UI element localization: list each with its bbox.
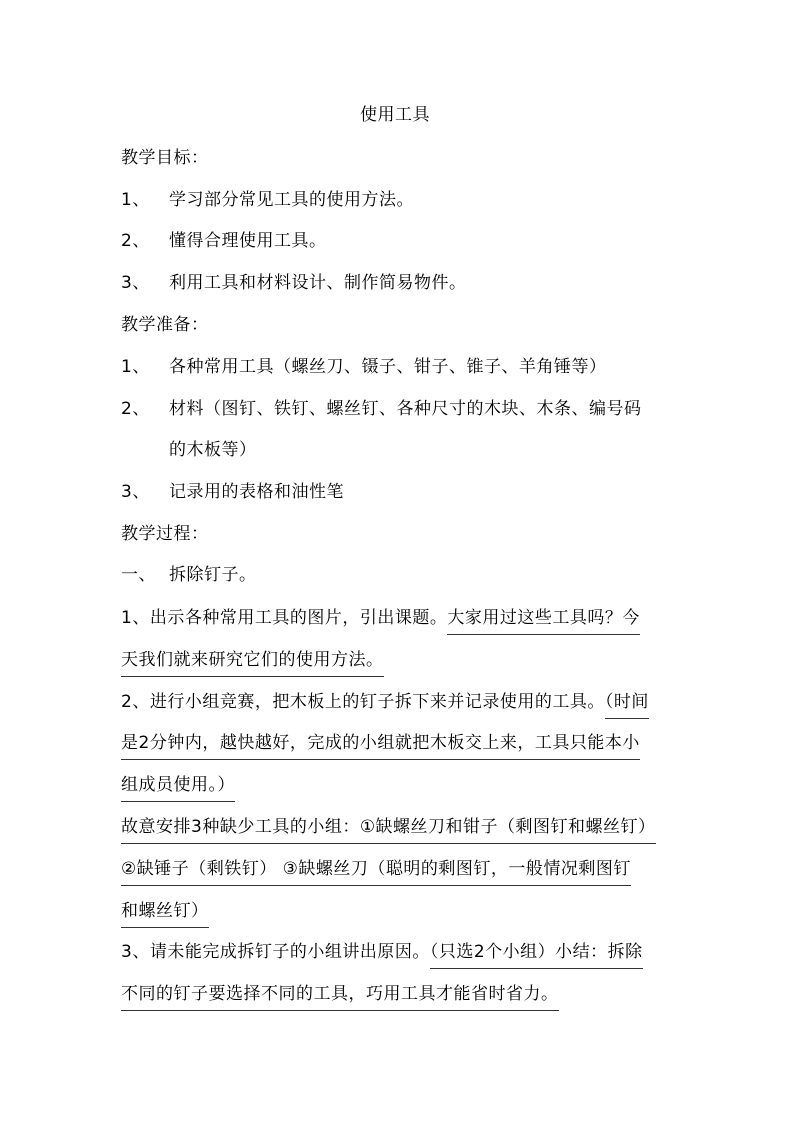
paragraph-text: 1、出示各种常用工具的图片，引出课题。 — [121, 608, 448, 628]
section-heading — [121, 563, 257, 587]
goal-number: 2、 — [121, 231, 150, 251]
prep-heading: 教学准备： — [121, 315, 209, 335]
prep-number: 3、 — [121, 482, 150, 502]
goal-item — [121, 188, 414, 212]
section-text: 拆除钉子。 — [169, 565, 257, 585]
paragraph-line — [121, 731, 640, 755]
paragraph-line — [121, 940, 643, 964]
underlined-text: 组成员使用。） — [121, 775, 235, 802]
goal-item — [121, 271, 467, 295]
underlined-text: 大家用过这些工具吗？今 — [447, 608, 640, 635]
prep-item — [121, 355, 607, 379]
prep-text-continued: 的木板等） — [169, 440, 257, 460]
underlined-text: 不同的钉子要选择不同的工具，巧用工具才能省时省力。 — [121, 984, 559, 1011]
underlined-text: 是2分钟内，越快越好，完成的小组就把木板交上来，工具只能本小 — [121, 733, 640, 760]
goal-item — [121, 229, 327, 253]
goal-text: 懂得合理使用工具。 — [169, 231, 327, 251]
prep-text: 各种常用工具（螺丝刀、镊子、钳子、锥子、羊角锤等） — [169, 357, 607, 377]
paragraph-text: 3、请未能完成拆钉子的小组讲出原因。 — [121, 942, 430, 962]
prep-item — [121, 480, 344, 504]
prep-item — [121, 397, 642, 421]
underlined-text: 故意安排3种缺少工具的小组：①缺螺丝刀和钳子（剩图钉和螺丝钉） — [121, 817, 656, 844]
paragraph-line — [121, 899, 209, 923]
goal-text: 学习部分常见工具的使用方法。 — [169, 190, 414, 210]
paragraph-line — [121, 982, 559, 1006]
paragraph-line — [121, 857, 631, 881]
underlined-text: （只选2个小组）小结：拆除 — [430, 942, 643, 969]
goal-number: 1、 — [121, 190, 150, 210]
goal-heading: 教学目标： — [121, 148, 209, 168]
underlined-text: （时间 — [605, 692, 649, 719]
paragraph-text: 2、进行小组竞赛，把木板上的钉子拆下来并记录使用的工具。 — [121, 692, 605, 712]
process-heading: 教学过程： — [121, 524, 209, 544]
paragraph-line — [121, 773, 235, 797]
prep-text: 材料（图钉、铁钉、螺丝钉、各种尺寸的木块、木条、编号码 — [169, 399, 642, 419]
paragraph-line — [121, 690, 649, 714]
underlined-text: 和螺丝钉） — [121, 901, 209, 928]
prep-number: 1、 — [121, 357, 150, 377]
section-number: 一、 — [121, 565, 156, 585]
goal-text: 利用工具和材料设计、制作简易物件。 — [169, 273, 467, 293]
prep-number: 2、 — [121, 399, 150, 419]
paragraph-line — [121, 648, 384, 672]
underlined-text: ②缺锤子（剩铁钉） ③缺螺丝刀（聪明的剩图钉，一般情况剩图钉 — [121, 859, 631, 886]
doc-title: 使用工具 — [360, 105, 430, 125]
goal-number: 3、 — [121, 273, 150, 293]
paragraph-line — [121, 815, 656, 839]
prep-text: 记录用的表格和油性笔 — [169, 482, 344, 502]
underlined-text: 天我们就来研究它们的使用方法。 — [121, 650, 384, 677]
paragraph-line — [121, 606, 640, 630]
